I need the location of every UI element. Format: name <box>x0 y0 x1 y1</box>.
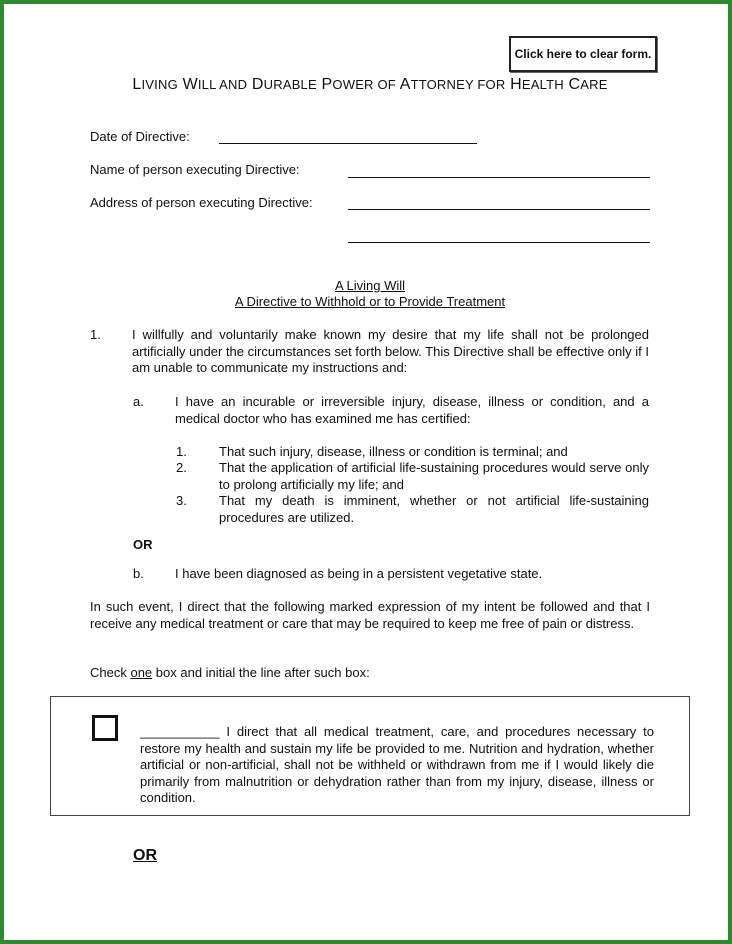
title-word: ILL AND <box>197 77 248 92</box>
date-label: Date of Directive: <box>90 129 190 144</box>
name-label: Name of person executing Directive: <box>90 162 300 177</box>
title-word: IVING <box>141 77 178 92</box>
check-instruction <box>90 665 370 682</box>
initial-line[interactable]: ___________ <box>140 724 220 739</box>
subitem-number: 3. <box>176 493 187 508</box>
subitem-text: That such injury, disease, illness or condition is terminal; and <box>219 444 568 459</box>
living-will-heading: A Living Will <box>334 278 406 293</box>
subitem-text: That the application of artificial life-sustaining procedures would serve only to prolong artificially my life; and <box>219 460 649 492</box>
instruction-text: Check <box>90 665 131 680</box>
title-char: C <box>568 76 581 93</box>
title-word: ARE <box>580 77 608 92</box>
address-field-line1[interactable] <box>348 209 650 210</box>
date-field[interactable] <box>219 143 477 144</box>
address-label: Address of person executing Directive: <box>90 195 313 210</box>
directive-subheading: A Directive to Withhold or to Provide Treatment <box>234 294 506 309</box>
item-b-label: b. <box>133 566 144 581</box>
title-char: H <box>510 76 522 93</box>
clear-form-button[interactable]: Click here to clear form. <box>509 36 657 72</box>
event-paragraph: In such event, I direct that the following marked expression of my intent be followed and that I receive any medical treatment or care that may be required to keep me free of pain or distress. <box>90 599 650 631</box>
item-a-label: a. <box>133 394 144 409</box>
option-checkbox[interactable] <box>92 715 118 741</box>
or-separator: OR <box>133 537 153 552</box>
option-text <box>140 724 654 807</box>
instruction-emphasis: one <box>130 665 153 680</box>
item-a-text: I have an incurable or irreversible injury, disease, illness or condition, and a medical doctor who has examined me has certified: <box>175 394 649 426</box>
subitem-number: 1. <box>176 444 187 459</box>
subitem-text: That my death is imminent, whether or not artificial life-sustaining procedures are utilized. <box>219 493 649 525</box>
name-field[interactable] <box>348 177 650 178</box>
title-word: OWER OF <box>332 77 396 92</box>
section-1-text: I willfully and voluntarily make known my desire that my life shall not be prolonged artificially under the circumstances set forth below. This Directive shall be effective only if I am unable to communicate my instructions and: <box>132 327 649 375</box>
title-char: W <box>182 76 198 93</box>
title-word: URABLE <box>263 77 317 92</box>
title-word: TTORNEY FOR <box>410 77 506 92</box>
document-title <box>12 76 728 94</box>
instruction-text: box and initial the line after such box: <box>152 665 370 680</box>
item-b-text: I have been diagnosed as being in a persistent vegetative state. <box>175 566 543 581</box>
option-statement: I direct that all medical treatment, care, and procedures necessary to restore my health and sustain my life be provided to me. Nutrition and hydration, whether artificial or non-artificial, shall not be withheld or withdrawn from me if I would likely die primarily from malnutrition or dehydration rather than from my injury, disease, illness or condition. <box>140 724 654 805</box>
document-page <box>12 12 728 940</box>
title-word: EALTH <box>521 77 564 92</box>
title-char: D <box>251 76 264 93</box>
or-separator-bottom: OR <box>133 847 157 864</box>
address-field-line2[interactable] <box>348 242 650 243</box>
title-char: P <box>321 76 333 93</box>
section-number: 1. <box>90 327 101 342</box>
subitem-number: 2. <box>176 460 187 475</box>
title-char: L <box>132 76 142 93</box>
title-char: A <box>399 76 411 93</box>
